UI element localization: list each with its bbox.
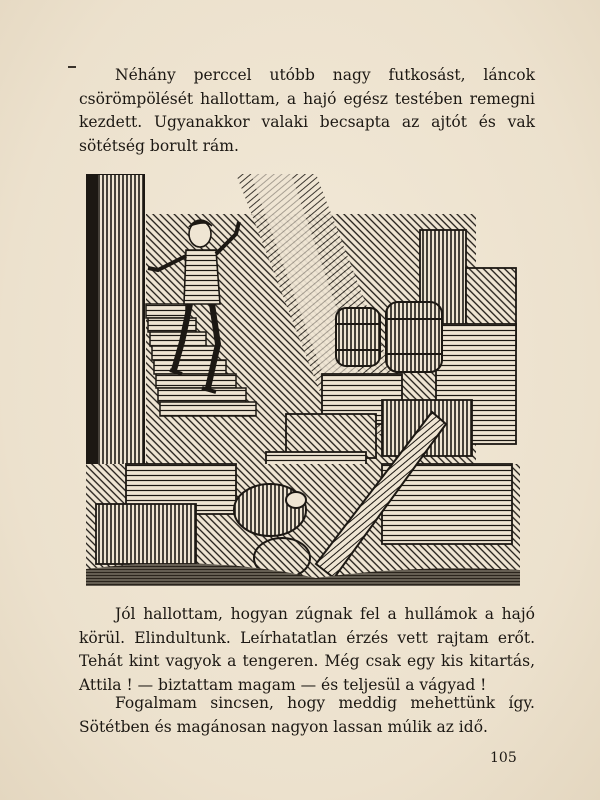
paragraph-opening: Néhány perccel utóbb nagy futkosást, láncok csörömpölését hallottam, a hajó egész testében remegni kezdett. Ugyanakkor valaki becsapta az ajtót és vak sötétség borult rám. (79, 66, 535, 155)
ship-hold-illustration (86, 174, 520, 586)
paragraph-voyage: Jól hallottam, hogyan zúgnak fel a hullámok a hajó körül. Elindultunk. Leírhatatlan érzés vett rajtam erőt. Tehát kint vagyok a tengeren. Még csak egy kis kitartás, Attila ! — biztattam magam — és teljesül a vágyad ! (79, 605, 535, 694)
print-mark (68, 66, 76, 68)
paragraph-darkness: Fogalmam sincsen, hogy meddig mehettünk így. Sötétben és magánosan nagyon lassan múlik az idő. (79, 694, 535, 736)
page-number: 105 (490, 750, 517, 766)
